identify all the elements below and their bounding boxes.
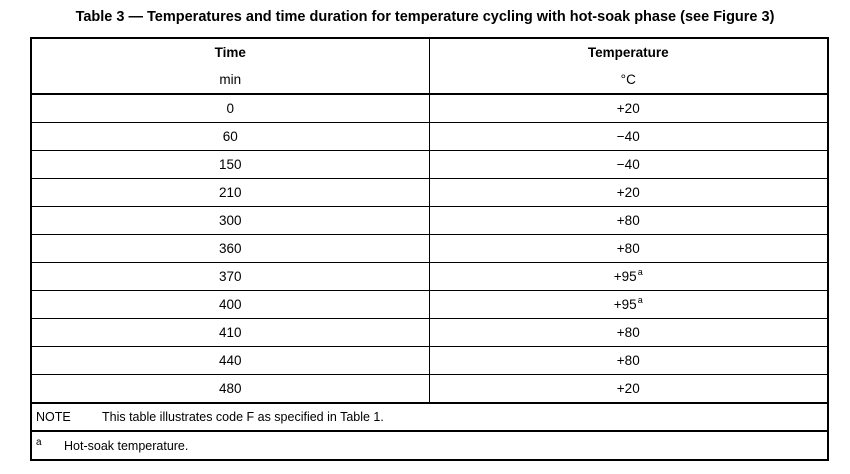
time-cell: 480 [31,375,429,404]
time-cell: 60 [31,123,429,151]
temperature-cell [429,179,828,207]
temperature-value: +80 [616,213,640,228]
table-row [31,207,828,235]
time-header-label: Time [214,45,246,60]
temperature-cell [429,319,828,347]
temperature-cell [429,207,828,235]
temperature-cell [429,123,828,151]
table-header-row [31,38,828,94]
table-row [31,123,828,151]
temperature-value: +20 [616,381,640,396]
time-cell: 210 [31,179,429,207]
table-row [31,263,828,291]
table-row [31,235,828,263]
table-caption: Table 3 — Temperatures and time duration for temperature cycling with hot-soak phase (see Figure 3) [75,9,775,25]
temperature-value: +95 [613,297,637,312]
footnote-marker: a [637,295,643,305]
table-row [31,375,828,404]
table-row [31,179,828,207]
temperature-cycling-table [30,37,829,461]
time-cell: 0 [31,94,429,123]
temperature-header-unit: °C [620,72,636,87]
note-cell [31,403,828,431]
temperature-cell [429,347,828,375]
temperature-value: +20 [616,101,640,116]
footnote-row [31,431,828,460]
temperature-value: −40 [616,129,640,144]
temperature-value: −40 [616,157,640,172]
footnote-cell [31,431,828,460]
temperature-value: +80 [616,325,640,340]
temperature-value: +95 [613,269,637,284]
temperature-cell [429,235,828,263]
note-label: NOTE [36,410,71,424]
time-cell: 410 [31,319,429,347]
table-row [31,347,828,375]
time-cell: 370 [31,263,429,291]
time-header-unit: min [219,72,242,87]
time-cell: 150 [31,151,429,179]
time-cell: 440 [31,347,429,375]
temperature-cell [429,263,828,291]
note-row [31,403,828,431]
table-row [31,151,828,179]
footnote-marker: a [637,267,643,277]
temperature-cell [429,151,828,179]
temperature-value: +80 [616,241,640,256]
footnote-label: a [36,436,42,448]
temperature-header-label: Temperature [587,45,669,60]
time-cell: 300 [31,207,429,235]
table-row [31,94,828,123]
table-row [31,319,828,347]
note-text: This table illustrates code F as specified in Table 1. [102,410,384,424]
temperature-cell [429,375,828,404]
temperature-cell [429,291,828,319]
time-cell: 400 [31,291,429,319]
temperature-header-cell [429,38,828,94]
time-header-cell [31,38,429,94]
temperature-value: +80 [616,353,640,368]
table-row [31,291,828,319]
time-cell: 360 [31,235,429,263]
temperature-value: +20 [616,185,640,200]
temperature-cell [429,94,828,123]
footnote-text: Hot-soak temperature. [64,438,189,453]
